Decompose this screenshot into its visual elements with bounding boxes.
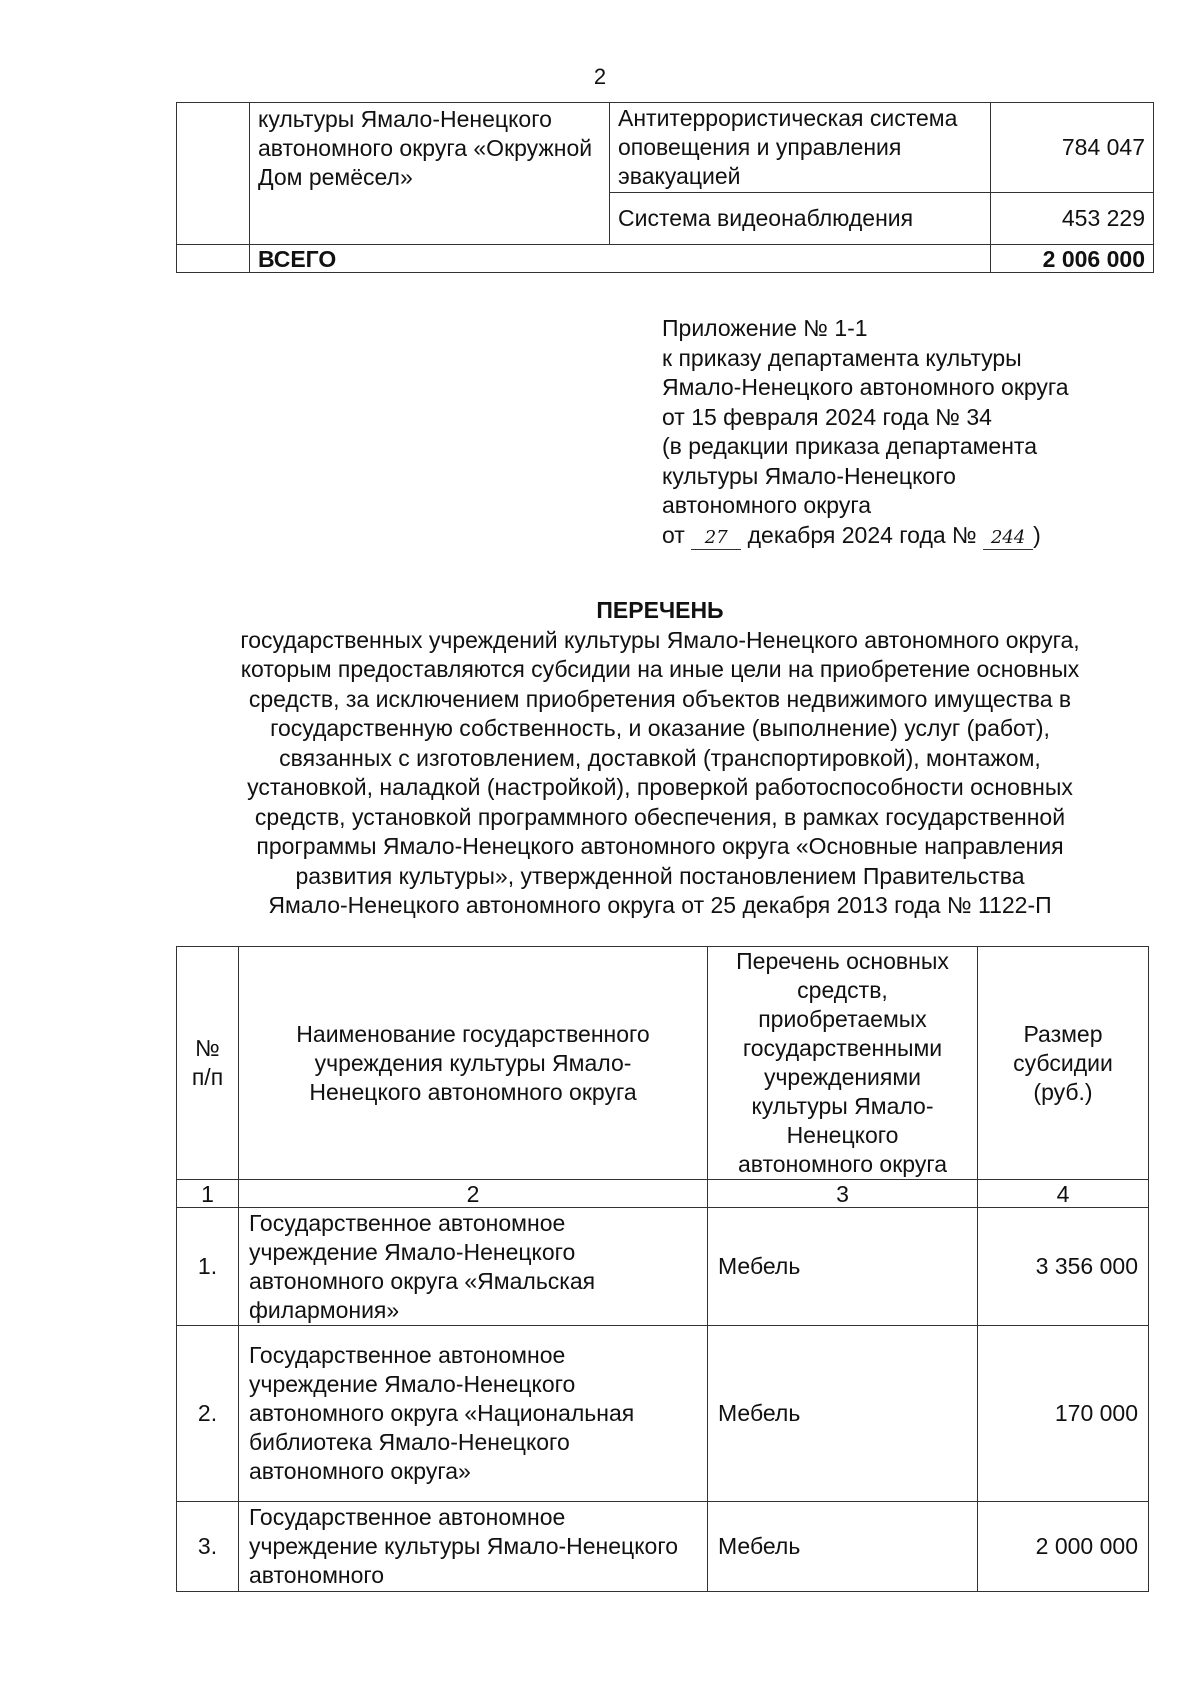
header-amount: Размер субсидии (руб.) [978, 947, 1149, 1180]
handwritten-order-number: 244 [983, 527, 1033, 550]
subsidy-table [176, 946, 1149, 1592]
amount-cell: 453 229 [991, 193, 1154, 245]
column-number: 1 [177, 1180, 239, 1208]
appendix-line: Приложение № 1-1 [662, 315, 868, 341]
date-prefix: от [662, 521, 685, 548]
appendix-line: к приказу департамента культуры [662, 344, 1022, 371]
institution-name: Государственное автономное учреждение Ямало-Ненецкого автономного округа «Ямальская филармония» [239, 1208, 708, 1326]
item-name-cell: Антитеррористическая система оповещения и управления эвакуацией [610, 103, 991, 193]
table-row [177, 245, 1154, 273]
column-number-row [177, 1180, 1149, 1208]
amount-cell: 784 047 [991, 103, 1154, 193]
table-row [177, 103, 1154, 193]
org-name-cell: культуры Ямало-Ненецкого автономного округа «Окружной Дом ремёсел» [250, 103, 610, 245]
title-line: установкой, наладкой (настройкой), проверкой работоспособности основных [247, 774, 1073, 800]
page-number: 2 [593, 64, 607, 89]
column-number: 3 [708, 1180, 978, 1208]
column-number: 4 [978, 1180, 1149, 1208]
table-row [177, 1208, 1149, 1326]
title-block [160, 596, 1160, 921]
total-value-cell: 2 006 000 [991, 245, 1154, 273]
appendix-line: автономного округа [662, 492, 871, 518]
total-label-cell: ВСЕГО [250, 245, 991, 273]
subsidy-amount: 170 000 [978, 1326, 1149, 1502]
title-line: развития культуры», утвержденной постановлением Правительства [295, 862, 1025, 889]
header-row [177, 947, 1149, 1180]
document-title: ПЕРЕЧЕНЬ [596, 597, 724, 623]
row-number: 1. [177, 1208, 239, 1326]
title-line: которым предоставляются субсидии на иные цели на приобретение основных [240, 656, 1080, 682]
row-number: 3. [177, 1502, 239, 1592]
appendix-date-line [662, 521, 1069, 551]
subsidy-amount: 2 000 000 [978, 1502, 1149, 1592]
title-line: государственных учреждений культуры Ямало-Ненецкого автономного округа, [240, 626, 1080, 653]
handwritten-day: 27 [691, 527, 741, 550]
header-num: № п/п [177, 947, 239, 1180]
institution-name: Государственное автономное учреждение Ямало-Ненецкого автономного округа «Национальная библиотека Ямало-Ненецкого автономного округа» [239, 1326, 708, 1502]
appendix-line: культуры Ямало-Ненецкого [662, 462, 956, 489]
date-middle: декабря 2024 года № [747, 521, 977, 548]
institution-name: Государственное автономное учреждение культуры Ямало-Ненецкого автономного [239, 1502, 708, 1592]
appendix-block [662, 314, 1069, 550]
appendix-line: от 15 февраля 2024 года № 34 [662, 403, 992, 430]
table-cell [177, 103, 250, 245]
subsidy-amount: 3 356 000 [978, 1208, 1149, 1326]
appendix-line: Ямало-Ненецкого автономного округа [662, 374, 1069, 400]
item-name: Мебель [708, 1208, 978, 1326]
item-name: Мебель [708, 1326, 978, 1502]
continuation-table [176, 102, 1154, 273]
table-row [177, 1326, 1149, 1502]
appendix-line: (в редакции приказа департамента [662, 433, 1037, 459]
title-line: средств, установкой программного обеспечения, в рамках государственной [254, 803, 1066, 830]
item-name: Мебель [708, 1502, 978, 1592]
row-number: 2. [177, 1326, 239, 1502]
date-suffix: ) [1033, 521, 1041, 548]
table-cell [177, 245, 250, 273]
title-line: программы Ямало-Ненецкого автономного округа «Основные направления [256, 833, 1064, 859]
header-name: Наименование государственного учреждения культуры Ямало-Ненецкого автономного округа [239, 947, 708, 1180]
table-row [177, 1502, 1149, 1592]
header-items: Перечень основных средств, приобретаемых государственными учреждениями культуры Ямало-Ненецкого автономного округа [708, 947, 978, 1180]
title-line: связанных с изготовлением, доставкой (транспортировкой), монтажом, [279, 744, 1041, 771]
column-number: 2 [239, 1180, 708, 1208]
title-line: средств, за исключением приобретения объектов недвижимого имущества в [248, 685, 1072, 712]
title-line: Ямало-Ненецкого автономного округа от 25 декабря 2013 года № 1122-П [268, 892, 1052, 918]
item-name-cell: Система видеонаблюдения [610, 193, 991, 245]
title-line: государственную собственность, и оказание (выполнение) услуг (работ), [270, 715, 1050, 741]
